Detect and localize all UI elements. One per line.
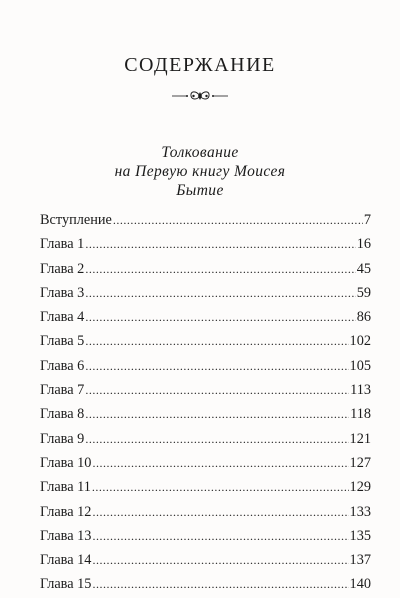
ornament-divider-icon (172, 89, 228, 103)
toc-entry[interactable] (40, 232, 371, 256)
dot-leader (85, 281, 355, 305)
dot-leader (92, 524, 348, 548)
toc-entry-label: Глава 7 (40, 382, 85, 399)
toc-entry-page: 129 (349, 479, 371, 496)
toc-entry-label: Глава 5 (40, 333, 85, 350)
toc-entry-page: 135 (349, 527, 371, 544)
toc-entry-page: 86 (356, 309, 371, 326)
toc-entry-label: Глава 1 (40, 236, 85, 253)
toc-entry[interactable] (40, 572, 371, 596)
toc-entry-label: Глава 4 (40, 309, 85, 326)
dot-leader (85, 329, 348, 353)
toc-entry-label: Глава 6 (40, 357, 85, 374)
toc-entry-label: Глава 9 (40, 430, 85, 447)
dot-leader (85, 232, 355, 256)
toc-entry-label: Глава 15 (40, 576, 92, 593)
dot-leader (85, 354, 348, 378)
toc-entry-page: 121 (349, 430, 371, 447)
toc-entry[interactable] (40, 427, 371, 451)
toc-entry[interactable] (40, 402, 371, 426)
dot-leader (92, 500, 348, 524)
toc-entry[interactable] (40, 329, 371, 353)
page-title: СОДЕРЖАНИЕ (124, 54, 276, 76)
toc-entry-label: Глава 12 (40, 503, 92, 520)
toc-entry[interactable] (40, 378, 371, 402)
toc-entry-label: Глава 10 (40, 454, 92, 471)
toc-entry-page: 140 (349, 576, 371, 593)
toc-entry[interactable] (40, 548, 371, 572)
toc-entry[interactable] (40, 524, 371, 548)
toc-entry-page: 137 (349, 552, 371, 569)
toc-entry-page: 59 (356, 284, 371, 301)
section-line-2: на Первую книгу Моисея (114, 163, 286, 180)
toc-entry-label: Глава 11 (40, 479, 91, 496)
toc-entry-label: Глава 2 (40, 260, 85, 277)
dot-leader (85, 305, 355, 329)
dot-leader (85, 427, 348, 451)
toc-entry-page: 127 (349, 454, 371, 471)
toc-entry-page: 118 (350, 406, 371, 423)
toc-entry[interactable] (40, 281, 371, 305)
toc-entry-page: 7 (363, 212, 371, 228)
toc-entry[interactable] (40, 500, 371, 524)
toc-entry-label: Глава 13 (40, 527, 92, 544)
toc-entry-page: 105 (349, 357, 371, 374)
toc-entry[interactable] (40, 451, 371, 475)
toc-entry-label: Глава 3 (40, 284, 85, 301)
dot-leader (92, 548, 348, 572)
toc-entry[interactable] (40, 475, 371, 499)
toc-entry-label: Глава 14 (40, 552, 92, 569)
toc-entry[interactable] (40, 208, 371, 232)
dot-leader (85, 402, 349, 426)
dot-leader (92, 572, 348, 596)
toc-entry-label: Глава 8 (40, 406, 85, 423)
dot-leader (92, 475, 349, 499)
toc-entry-page: 133 (349, 503, 371, 520)
toc-entry-page: 113 (350, 382, 371, 399)
toc-entry-page: 102 (349, 333, 371, 350)
table-of-contents (40, 208, 371, 597)
toc-entry-page: 45 (356, 260, 371, 277)
section-line-1: Толкование (161, 144, 239, 161)
toc-entry-label: Вступление (40, 212, 112, 228)
toc-entry[interactable] (40, 354, 371, 378)
toc-entry[interactable] (40, 305, 371, 329)
section-heading (0, 143, 400, 200)
toc-entry[interactable] (40, 257, 371, 281)
dot-leader (85, 257, 355, 281)
dot-leader (113, 208, 363, 232)
dot-leader (85, 378, 349, 402)
section-line-3: Бытие (176, 182, 224, 199)
toc-entry-page: 16 (356, 236, 371, 253)
dot-leader (92, 451, 348, 475)
